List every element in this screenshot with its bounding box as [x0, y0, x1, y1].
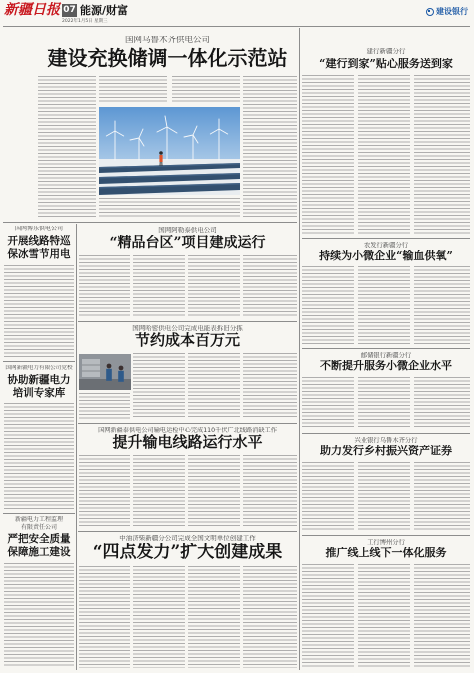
- article-kicker: 国网哈密供电公司完成电能表拆旧分拣: [132, 325, 243, 332]
- article-body-text: [358, 564, 410, 668]
- article-body-text: [172, 76, 240, 104]
- article-headline: [3, 533, 75, 558]
- article-kicker-line: 有限责任公司: [20, 523, 57, 531]
- article-body-text: [358, 462, 410, 531]
- story-rule: [78, 531, 297, 532]
- paper-name: 新疆日报: [4, 2, 60, 18]
- article-headline: [3, 374, 75, 399]
- article-body-text: [243, 255, 297, 318]
- news-photo-image: [99, 107, 240, 195]
- article-headline: “建行到家”贴心服务送到家: [319, 58, 453, 70]
- article-headline: 不断提升服务小微企业水平: [320, 360, 452, 372]
- article-body-text: [188, 353, 240, 419]
- article-headline: “四点发力”扩大创建成果: [92, 543, 283, 562]
- article-headline-line: 保障施工建设: [7, 545, 71, 558]
- article-body-text: [4, 403, 74, 509]
- article-headline-line: 保冰雪节用电: [7, 247, 71, 260]
- article-headline-line: 开展线路特巡: [7, 235, 71, 247]
- article-body-text: [243, 566, 297, 668]
- article-body-text: [243, 76, 297, 218]
- article-kicker: 兴业银行乌鲁木齐分行: [354, 437, 418, 444]
- article-kicker: 中油济柴新疆分公司完成全国文明单位创建工作: [119, 535, 256, 542]
- article-body-text: [188, 566, 240, 668]
- article-headline: 持续为小微企业“输血供氧”: [319, 250, 453, 262]
- story-rule: [3, 222, 297, 223]
- article-headline-line: 培训专家库: [12, 386, 66, 399]
- article-kicker: 农发行新疆分行: [363, 242, 409, 249]
- story-rule: [302, 433, 470, 434]
- article-body-text: [133, 455, 185, 527]
- article-headline: [3, 235, 75, 260]
- ccb-logo-icon: [426, 8, 434, 16]
- article-kicker: 国网新疆电力有限公司党校: [5, 365, 73, 371]
- article-body-text: [414, 377, 470, 429]
- article-body-text: [358, 266, 410, 344]
- article-body-text: [133, 255, 185, 318]
- story-rule: [3, 513, 75, 514]
- news-photo-image: [79, 354, 131, 390]
- article-kicker: [3, 516, 75, 531]
- article-body-text: [4, 563, 74, 668]
- article-body-text: [302, 377, 354, 429]
- article-body-text: [414, 266, 470, 344]
- article-headline-line: 严把安全质量: [7, 533, 71, 545]
- article-body-text: [188, 455, 240, 527]
- article-kicker: 建行新疆分行: [366, 48, 406, 55]
- page-number: 07: [63, 5, 76, 15]
- header-rule: [3, 26, 470, 27]
- news-photo: [79, 354, 131, 390]
- article-body-text: [302, 462, 354, 531]
- article-body-text: [38, 76, 96, 218]
- article-body-text: [79, 566, 130, 668]
- article-body-text: [79, 455, 130, 527]
- story-rule: [302, 238, 470, 239]
- story-rule: [78, 423, 297, 424]
- story-rule: [78, 321, 297, 322]
- article-body-text: [188, 255, 240, 318]
- story-rule: [302, 348, 470, 349]
- article-headline: 节约成本百万元: [134, 332, 240, 349]
- section-name: 能源/财富: [80, 4, 129, 17]
- issue-date: 2022年1月5日 星期三: [62, 19, 108, 24]
- article-headline: 提升输电线路运行水平: [112, 434, 263, 451]
- article-body-text: [302, 75, 354, 234]
- article-body-text: [243, 455, 297, 527]
- article-body-text: [79, 255, 130, 318]
- article-kicker: 国网新疆泰供电公司输电运检中心完成110千伏广北线路消缺工作: [98, 427, 277, 434]
- article-headline: 推广线上线下一体化服务: [325, 547, 447, 559]
- article-body-text: [302, 266, 354, 344]
- article-body-text: [99, 76, 167, 104]
- story-rule: [302, 535, 470, 536]
- article-body-text: [414, 75, 470, 234]
- article-body-text: [99, 198, 240, 218]
- article-kicker: 国网乌鲁木齐供电公司: [124, 36, 210, 45]
- article-kicker: 邮储银行新疆分行: [360, 352, 412, 359]
- news-photo: [99, 107, 240, 195]
- article-headline: 建设充换储调一体化示范站: [47, 47, 288, 70]
- article-body-text: [243, 353, 297, 419]
- article-headline: 助力发行乡村振兴资产证券: [320, 445, 452, 457]
- article-body-text: [358, 377, 410, 429]
- article-body-text: [414, 564, 470, 668]
- article-body-text: [133, 353, 185, 419]
- article-body-text: [414, 462, 470, 531]
- column-rule: [299, 28, 300, 670]
- article-body-text: [133, 566, 185, 668]
- article-kicker-line: 新疆电力工程监理: [14, 516, 63, 523]
- article-body-text: [79, 393, 130, 419]
- article-kicker: 工行博州分行: [367, 539, 405, 546]
- article-body-text: [302, 564, 354, 668]
- story-rule: [3, 361, 75, 362]
- article-kicker: 国网阿勒泰供电公司: [158, 227, 217, 234]
- article-body-text: [4, 265, 74, 357]
- article-body-text: [358, 75, 410, 234]
- advertiser-logo-text: 建设银行: [436, 6, 468, 16]
- column-rule: [76, 224, 77, 670]
- article-headline-line: 协助新疆电力: [7, 374, 71, 386]
- advertiser-logo: [426, 6, 468, 17]
- article-headline: “精品台区”项目建成运行: [109, 235, 266, 251]
- article-kicker: 国网博乐供电公司: [14, 226, 63, 232]
